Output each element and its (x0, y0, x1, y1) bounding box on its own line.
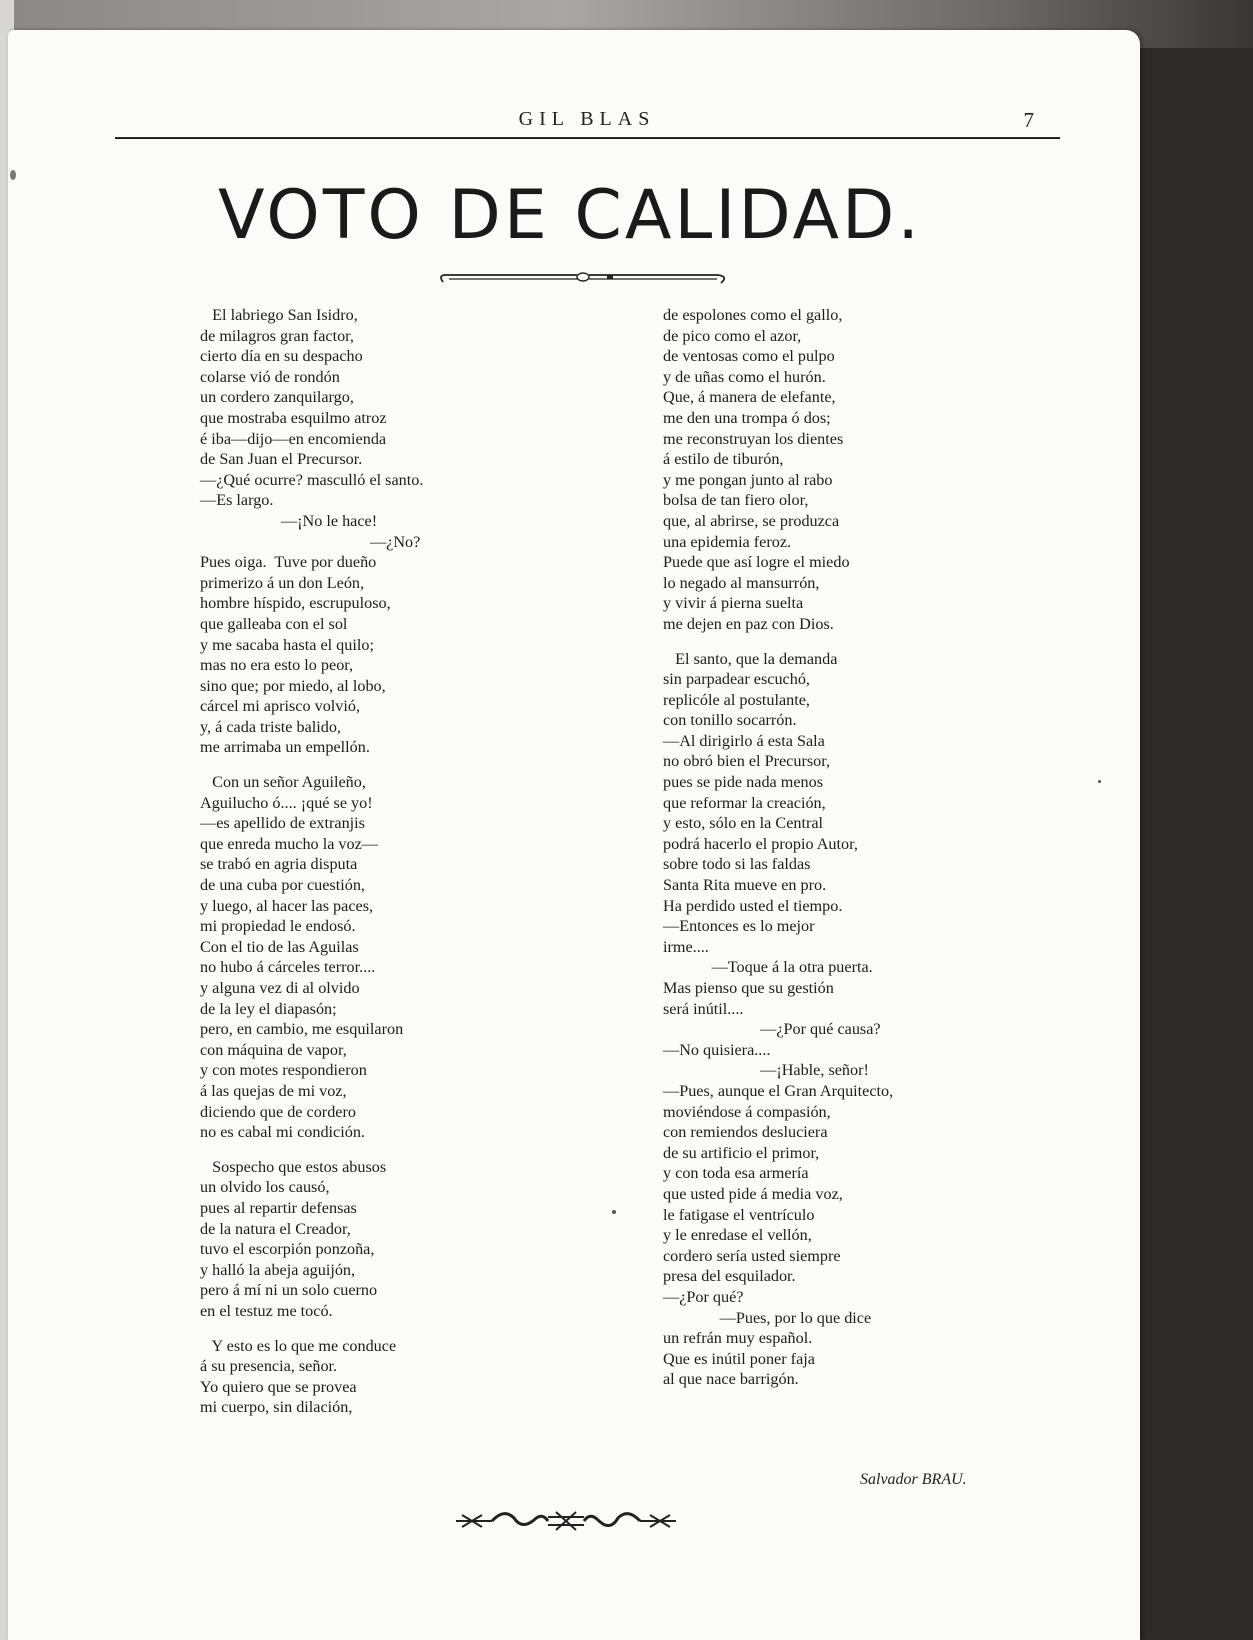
verse-line: á estilo de tiburón, (663, 450, 784, 469)
verse-line: —¿No? (200, 532, 421, 551)
verse-line: al que nace barrigón. (663, 1370, 799, 1389)
verse-line: de la natura el Creador, (200, 1219, 351, 1238)
verse-line: moviéndose á compasión, (663, 1102, 831, 1121)
verse-line: lo negado al mansurrón, (663, 573, 820, 592)
verse-line: me den una trompa ó dos; (663, 408, 831, 427)
verse-line: presa del esquilador. (663, 1267, 796, 1286)
verse-line: de espolones como el gallo, (663, 306, 843, 324)
scan-speck (612, 1210, 616, 1214)
verse-line: sino que; por miedo, al lobo, (200, 676, 386, 695)
verse-line: no es cabal mi condición. (200, 1123, 365, 1142)
verse-line: sobre todo si las faldas (663, 855, 811, 874)
verse-line: con remiendos desluciera (663, 1123, 828, 1142)
verse-line: una epidemia feroz. (663, 532, 792, 551)
stanza-break (200, 1322, 530, 1336)
verse-line: que reformar la creación, (663, 793, 826, 812)
verse-line: pues se pide nada menos (663, 773, 824, 792)
verse-line: colarse vió de rondón (200, 367, 340, 386)
verse-line: de la ley el diapasón; (200, 999, 337, 1018)
verse-line: Santa Rita mueve en pro. (663, 876, 827, 895)
running-head (115, 108, 1059, 138)
verse-line: no hubo á cárceles terror.... (200, 958, 376, 977)
poem-column-right (663, 305, 1033, 1390)
verse-line: un cordero zanquilargo, (200, 388, 354, 407)
header-rule (115, 137, 1060, 139)
verse-line: un refrán muy español. (663, 1329, 813, 1348)
verse-line: replicóle al postulante, (663, 690, 810, 709)
verse-line: cordero sería usted siempre (663, 1246, 841, 1265)
verse-line: Mas pienso que su gestión (663, 979, 834, 997)
verse-line: Y esto es lo que me conduce (200, 1336, 397, 1355)
verse-line: y luego, al hacer las paces, (200, 896, 374, 915)
scan-speck (1098, 780, 1101, 783)
verse-line: á las quejas de mi voz, (200, 1081, 347, 1100)
verse-line: hombre híspido, escrupuloso, (200, 594, 391, 613)
verse-line: de su artificio el primor, (663, 1143, 820, 1162)
verse-line: un olvido los causó, (200, 1178, 330, 1197)
verse-line: con tonillo socarrón. (663, 711, 797, 730)
title-divider-ornament (437, 270, 729, 288)
verse-line: Puede que así logre el miedo (663, 553, 850, 572)
verse-line: Aguilucho ó.... ¡qué se yo! (200, 793, 373, 812)
verse-line: —¿Qué ocurre? masculló el santo. (200, 470, 424, 489)
verse-line: pero á mí ni un solo cuerno (200, 1281, 378, 1300)
stanza-break (200, 1143, 530, 1157)
verse-line: Sospecho que estos abusos (200, 1157, 387, 1176)
verse-line: y, á cada triste balido, (200, 717, 341, 736)
verse-line: que usted pide á media voz, (663, 1184, 843, 1203)
author-signature: Salvador BRAU. (860, 1471, 967, 1488)
verse-line: Yo quiero que se provea (200, 1377, 357, 1396)
verse-line: de milagros gran factor, (200, 326, 354, 345)
stanza-break (200, 758, 530, 772)
verse-line: Con un señor Aguileño, (200, 773, 366, 792)
verse-line: de pico como el azor, (663, 326, 802, 345)
poem-title: VOTO DE CALIDAD. (217, 176, 923, 255)
poem-column-left (200, 305, 530, 1418)
verse-line: y esto, sólo en la Central (663, 814, 824, 833)
verse-line: cierto día en su despacho (200, 347, 363, 366)
verse-line: y alguna vez di al olvido (200, 979, 360, 997)
verse-line: y me pongan junto al rabo (663, 470, 833, 489)
verse-line: cárcel mi aprisco volvió, (200, 697, 361, 716)
page-number: 7 (1023, 108, 1034, 132)
verse-line: mi propiedad le endosó. (200, 917, 356, 936)
verse-line: Con el tio de las Aguilas (200, 937, 359, 956)
verse-line: y de uñas como el hurón. (663, 367, 826, 386)
verse-line: —Al dirigirlo á esta Sala (663, 731, 825, 750)
verse-line: y vivir á pierna suelta (663, 594, 804, 613)
verse-line: que, al abrirse, se produzca (663, 511, 840, 530)
verse-line: podrá hacerlo el propio Autor, (663, 834, 858, 853)
verse-line: sin parpadear escuchó, (663, 670, 810, 689)
verse-line: El labriego San Isidro, (200, 306, 358, 324)
verse-line: me reconstruyan los dientes (663, 429, 844, 448)
verse-line: bolsa de tan fiero olor, (663, 491, 809, 510)
verse-line: me dejen en paz con Dios. (663, 614, 834, 633)
verse-line: y con motes respondieron (200, 1061, 367, 1080)
verse-line: —Entonces es lo mejor (663, 917, 815, 936)
running-title: GIL BLAS (518, 108, 656, 130)
verse-line: primerizo á un don León, (200, 573, 365, 592)
end-flourish-ornament (452, 1508, 680, 1534)
verse-line: y halló la abeja aguijón, (200, 1260, 356, 1279)
verse-line: El santo, que la demanda (663, 649, 838, 668)
verse-line: Ha perdido usted el tiempo. (663, 896, 843, 915)
verse-line: que galleaba con el sol (200, 614, 348, 633)
verse-line: diciendo que de cordero (200, 1102, 356, 1121)
verse-line: irme.... (663, 937, 709, 956)
verse-line: —¡No le hace! (200, 511, 378, 530)
verse-line: y le enredase el vellón, (663, 1226, 812, 1245)
verse-line: —No quisiera.... (663, 1040, 771, 1059)
verse-line: Que es inútil poner faja (663, 1349, 815, 1368)
verse-line: tuvo el escorpión ponzoña, (200, 1240, 375, 1259)
verse-line: Que, á manera de elefante, (663, 388, 836, 407)
verse-line: que mostraba esquilmo atroz (200, 408, 387, 427)
verse-line: —¿Por qué? (663, 1287, 744, 1306)
verse-line: de San Juan el Precursor. (200, 450, 363, 469)
verse-line: —Es largo. (200, 491, 274, 510)
verse-line: —Pues, por lo que dice (663, 1308, 872, 1327)
verse-line: á su presencia, señor. (200, 1357, 338, 1376)
verse-line: en el testuz me tocó. (200, 1301, 333, 1320)
scan-speck (10, 170, 16, 180)
verse-line: pues al repartir defensas (200, 1198, 357, 1217)
verse-line: de una cuba por cuestión, (200, 876, 365, 895)
verse-line: pero, en cambio, me esquilaron (200, 1020, 404, 1039)
verse-line: será inútil.... (663, 999, 744, 1018)
verse-line: mi cuerpo, sin dilación, (200, 1398, 353, 1417)
verse-line: é iba—dijo—en encomienda (200, 429, 387, 448)
verse-line: —¡Hable, señor! (663, 1061, 869, 1080)
verse-line: le fatigase el ventrículo (663, 1205, 815, 1224)
verse-line: —¿Por qué causa? (663, 1020, 881, 1039)
verse-line: de ventosas como el pulpo (663, 347, 835, 366)
verse-line: —Pues, aunque el Gran Arquitecto, (663, 1081, 894, 1100)
verse-line: —Toque á la otra puerta. (663, 958, 873, 977)
verse-line: se trabó en agria disputa (200, 855, 358, 874)
verse-line: con máquina de vapor, (200, 1040, 347, 1059)
verse-line: no obró bien el Precursor, (663, 752, 831, 771)
stanza-break (663, 635, 1033, 649)
verse-line: me arrimaba un empellón. (200, 738, 370, 757)
verse-line: mas no era esto lo peor, (200, 656, 354, 675)
verse-line: Pues oiga. Tuve por dueño (200, 553, 377, 572)
verse-line: y con toda esa armería (663, 1164, 809, 1183)
verse-line: y me sacaba hasta el quilo; (200, 635, 374, 654)
verse-line: que enreda mucho la voz— (200, 834, 378, 853)
verse-line: —es apellido de extranjis (200, 814, 365, 833)
